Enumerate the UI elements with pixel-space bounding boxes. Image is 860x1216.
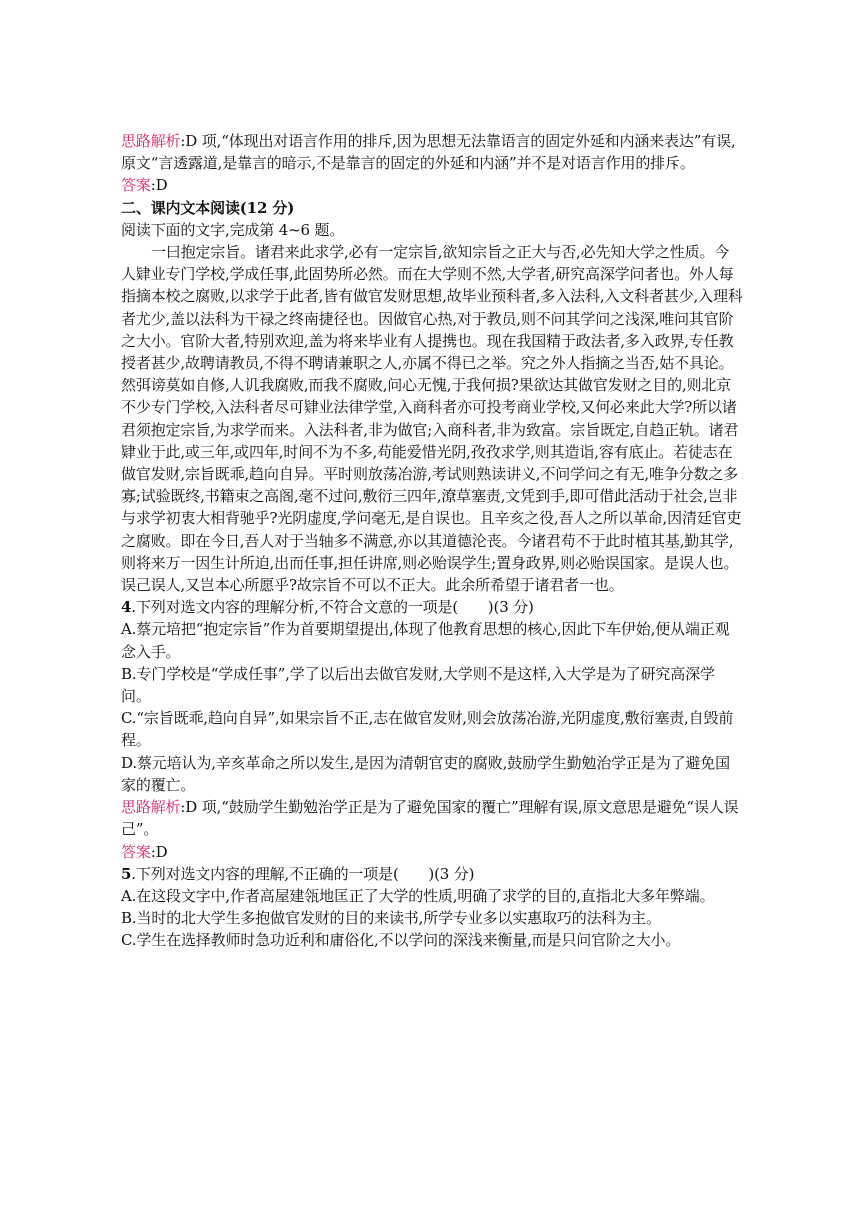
q4-option-d: D.蔡元培认为,辛亥革命之所以发生,是因为清朝官吏的腐败,鼓励学生勤勉治学正是为了避免国家的覆亡。	[121, 753, 730, 794]
q4-stem	[121, 596, 743, 618]
q3-answer	[121, 174, 743, 196]
answer-text: :D	[150, 176, 168, 195]
section-instruction: 阅读下面的文字,完成第 4~6 题。	[121, 220, 345, 239]
analysis-label: 思路解析	[121, 798, 181, 817]
q4-answer	[121, 841, 743, 863]
q5-option-b: B.当时的北大学生多抱做官发财的目的来读书,所学专业多以实惠取巧的法科为主。	[121, 909, 661, 928]
question-stem: .下列对选文内容的理解,不正确的一项是( )(3 分)	[131, 864, 475, 883]
question-number: 5	[121, 864, 132, 883]
q5-option-c: C.学生在选择教师时急功近利和庸俗化,不以学问的深浅来衡量,而是只问官阶之大小。	[121, 931, 681, 950]
analysis-text: :D 项,“体现出对语言作用的排斥,因为思想无法靠语言的固定外延和内涵来表达”有误,原文“言透露道,是靠言的暗示,不是靠言的固定的外延和内涵”并不是对语言作用的排斥。	[121, 132, 736, 173]
answer-label: 答案	[121, 176, 151, 195]
question-number: 4	[121, 598, 132, 617]
answer-text: :D	[150, 842, 168, 861]
question-stem: .下列对选文内容的理解分析,不符合文意的一项是( )(3 分)	[131, 598, 534, 617]
section-title: 二、课内文本阅读(12 分)	[121, 198, 295, 217]
passage-text: 一曰抱定宗旨。诸君来此求学,必有一定宗旨,欲知宗旨之正大与否,必先知大学之性质。今人肄业专门学校,学成任事,此固势所必然。而在大学则不然,大学者,研究高深学问者也。外人每指摘本校之腐败,以求学于此者,皆有做官发财思想,故毕业预科者,多入法科,入文科者甚少,入理科者尤少,盖以法科为干禄之终南捷径也。因做官心热,对于教员,则不问其学问之浅深,唯问其官阶之大小。官阶大者,特别欢迎,盖为将来毕业有人提携也。现在我国精于政法者,多入政界,专任教授者甚少,故聘请教员,不得不聘请兼职之人,亦属不得已之举。究之外人指摘之当否,姑不具论。然弭谤莫如自修,人讥我腐败,而我不腐败,问心无愧,于我何损?果欲达其做官发财之目的,则北京不少专门学校,入法科者尽可肄业法律学堂,入商科者亦可投考商业学校,又何必来此大学?所以诸君须抱定宗旨,为求学而来。入法科者,非为做官;入商科者,非为致富。宗旨既定,自趋正轨。诸君肄业于此,或三年,或四年,时间不为不多,苟能爱惜光阴,孜孜求学,则其造诣,容有底止。若徒志在做官发财,宗旨既乖,趋向自异。平时则放荡冶游,考试则熟读讲义,不问学问之有无,唯争分数之多寡;试验既终,书籍束之高阁,毫不过问,敷衍三四年,潦草塞责,文凭到手,即可借此活动于社会,岂非与求学初衷大相背驰乎?光阴虚度,学问毫无,是自误也。且辛亥之役,吾人之所以革命,因清廷官吏之腐败。即在今日,吾人对于当轴多不满意,亦以其道德沦丧。今诸君苟不于此时植其基,勤其学,则将来万一因生计所迫,出而任事,担任讲席,则必贻误学生;置身政界,则必贻误国家。是误人也。误己误人,又岂本心所愿乎?故宗旨不可以不正大。此余所希望于诸君者一也。	[121, 243, 743, 595]
answer-label: 答案	[121, 842, 151, 861]
analysis-text: :D 项,“鼓励学生勤勉治学正是为了避免国家的覆亡”理解有误,原文意思是避免“误人误己”。	[121, 798, 739, 839]
q4-analysis	[121, 796, 743, 840]
analysis-label: 思路解析	[121, 132, 181, 150]
document-page	[121, 130, 743, 952]
q4-option-b: B.专门学校是“学成任事”,学了以后出去做官发财,大学则不是这样,入大学是为了研究高深学问。	[121, 664, 715, 706]
q5-option-a: A.在这段文字中,作者高屋建瓴地匡正了大学的性质,明确了求学的目的,直指北大多年弊端。	[121, 886, 715, 905]
q4-option-a: A.蔡元培把“抱定宗旨”作为首要期望提出,体现了他教育思想的核心,因此下车伊始,便从端正观念入手。	[121, 620, 730, 661]
q3-analysis	[121, 130, 743, 174]
q4-option-c: C.“宗旨既乖,趋向自异”,如果宗旨不正,志在做官发财,则会放荡冶游,光阴虚度,敷衍塞责,自毁前程。	[121, 709, 734, 750]
q5-stem	[121, 863, 743, 885]
